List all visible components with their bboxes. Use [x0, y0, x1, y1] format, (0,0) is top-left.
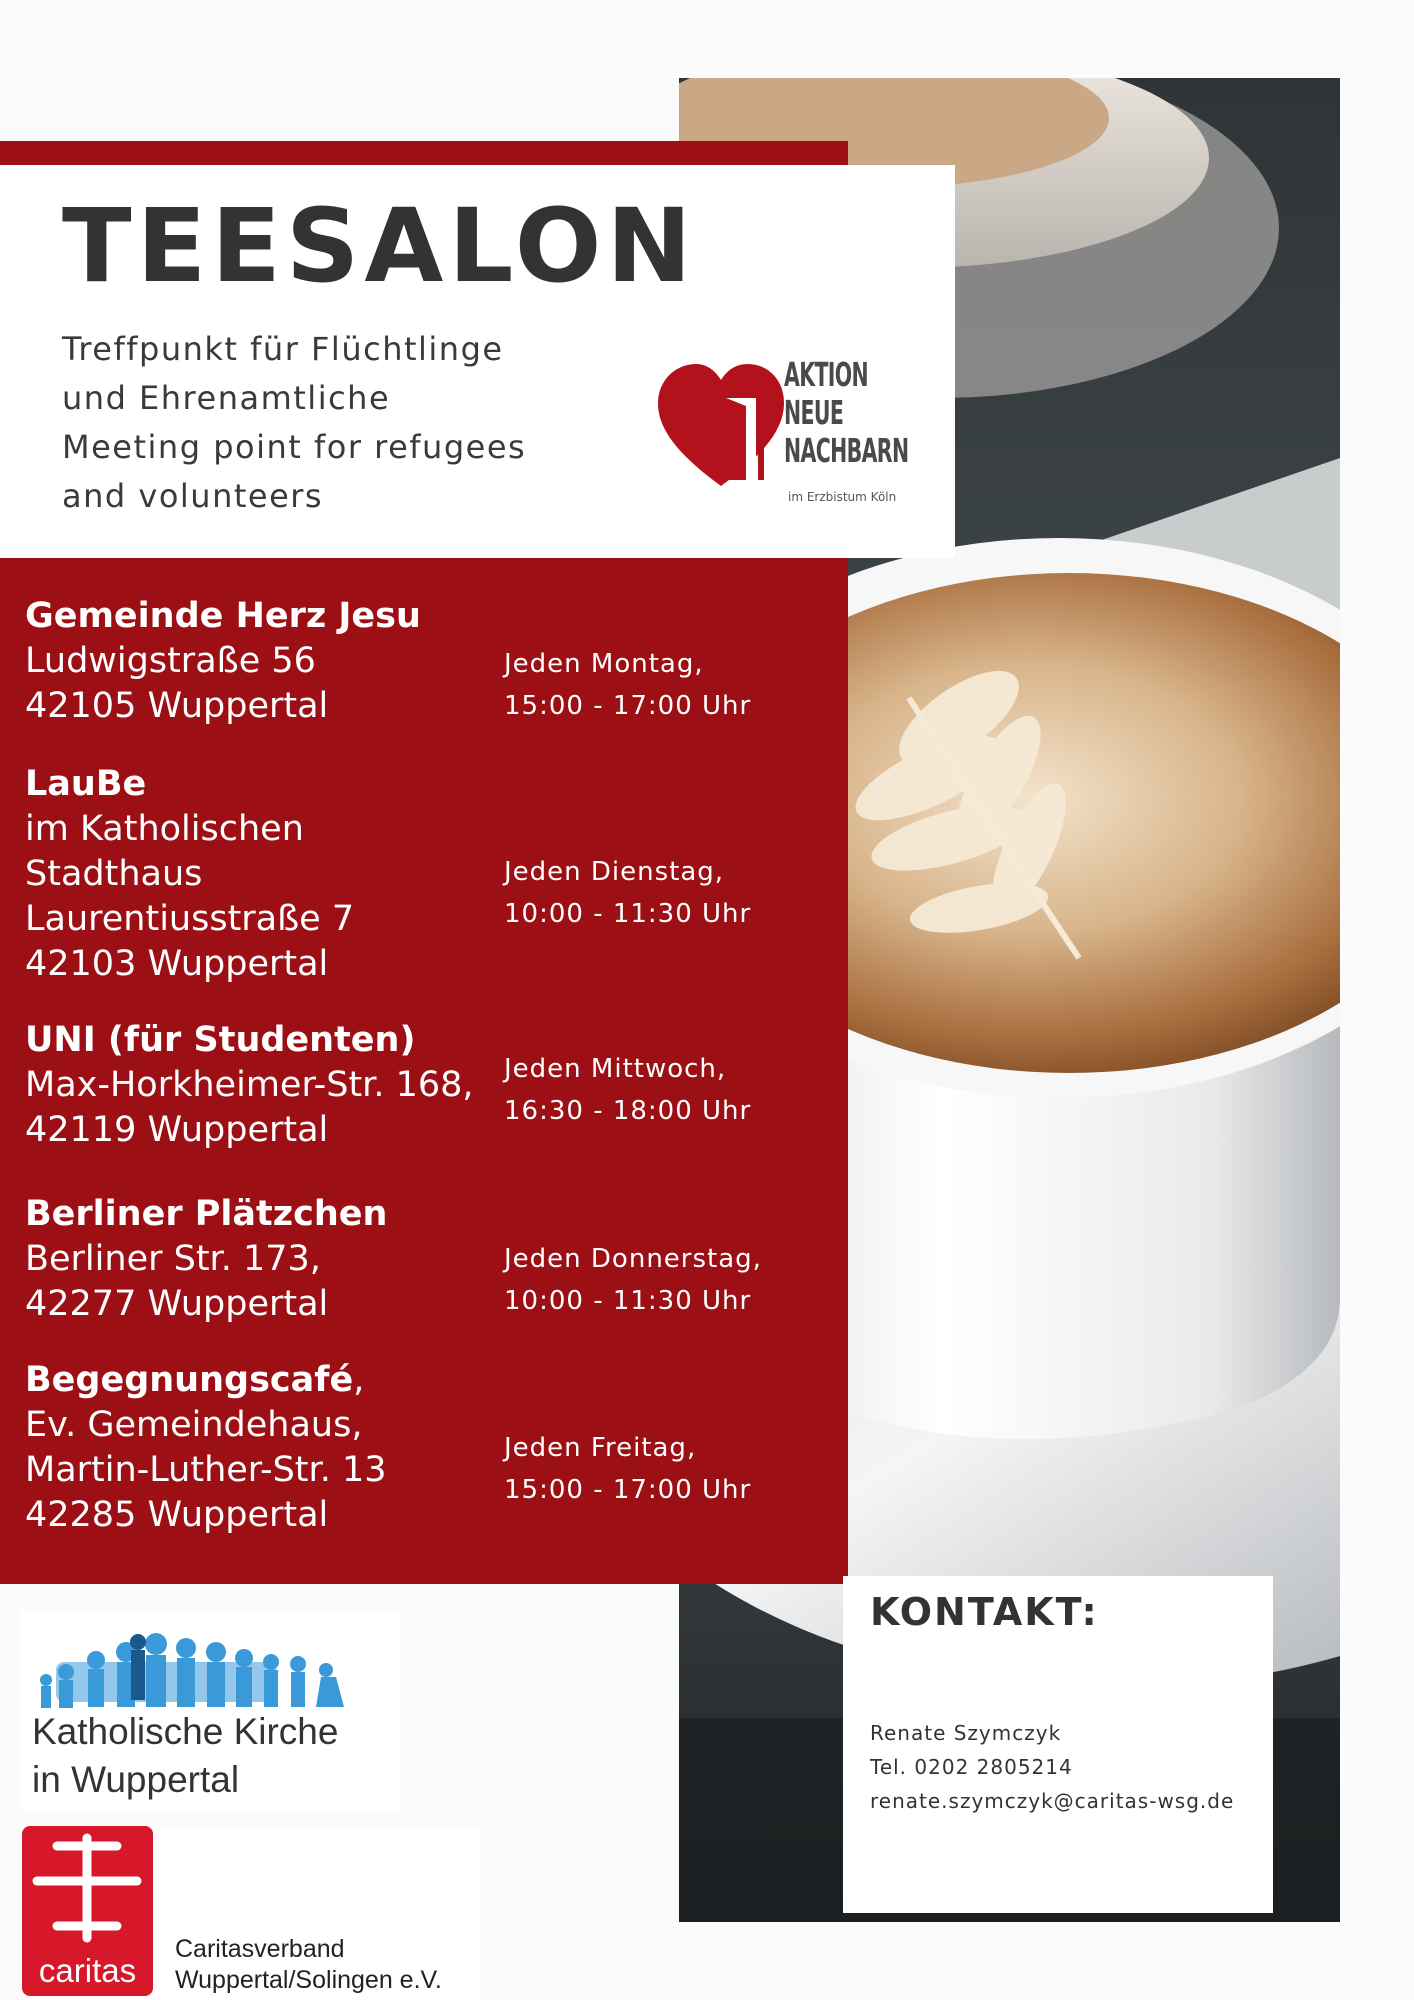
location-name: UNI (für Studenten)	[25, 1020, 416, 1060]
aktion-neue-nachbarn-logo	[638, 332, 926, 532]
location-address: Ludwigstraße 56	[25, 641, 316, 681]
location-begegnungscafe	[25, 1358, 386, 1538]
location-address: 42103 Wuppertal	[25, 944, 329, 984]
contact-name: Renate Szymczyk	[870, 1721, 1062, 1745]
location-berliner-plaetzchen	[25, 1192, 387, 1327]
location-address: 42285 Wuppertal	[25, 1495, 329, 1535]
katholische-kirche-text	[32, 1708, 338, 1804]
location-name: Begegnungscafé	[25, 1360, 354, 1400]
schedule-day: Jeden Montag,	[504, 649, 704, 679]
location-address: 42119 Wuppertal	[25, 1110, 329, 1150]
caritas-org-line: Wuppertal/Solingen e.V.	[175, 1966, 442, 1994]
location-address: 42277 Wuppertal	[25, 1284, 329, 1324]
contact-title: KONTAKT:	[870, 1590, 1099, 1634]
header-accent-strip	[0, 141, 848, 165]
caritas-org-name	[175, 1934, 442, 1996]
caritas-word: caritas	[38, 1952, 137, 1989]
schedule-dienstag	[504, 851, 751, 935]
location-uni	[25, 1018, 474, 1153]
schedule-time: 15:00 - 17:00 Uhr	[504, 1475, 752, 1505]
schedule-day: Jeden Donnerstag,	[504, 1244, 762, 1274]
kath-line: Katholische Kirche	[32, 1711, 339, 1752]
schedule-day: Jeden Mittwoch,	[504, 1054, 727, 1084]
schedule-time: 15:00 - 17:00 Uhr	[504, 691, 752, 721]
page-title: TEESALON	[62, 187, 697, 306]
location-address: 42105 Wuppertal	[25, 686, 329, 726]
schedule-donnerstag	[504, 1238, 762, 1322]
aktion-line: AKTION	[784, 355, 869, 394]
subtitle-line: Meeting point for refugees	[62, 428, 527, 466]
caritas-cross-icon	[22, 1826, 153, 1950]
kath-line: in Wuppertal	[32, 1759, 240, 1800]
caritas-org-line: Caritasverband	[175, 1935, 345, 1963]
location-name: LauBe	[25, 764, 147, 804]
locations-panel	[0, 558, 848, 1584]
schedule-time: 10:00 - 11:30 Uhr	[504, 899, 752, 929]
page-subtitle	[62, 325, 622, 521]
location-name: Gemeinde Herz Jesu	[25, 596, 421, 636]
contact-box	[843, 1576, 1273, 1913]
subtitle-line: Treffpunkt für Flüchtlinge	[62, 330, 504, 368]
heart-door-icon	[656, 358, 786, 498]
location-address: Stadthaus	[25, 854, 203, 894]
location-laube	[25, 762, 354, 987]
location-name: Berliner Plätzchen	[25, 1194, 388, 1234]
schedule-montag	[504, 643, 751, 727]
subtitle-line: und Ehrenamtliche	[62, 379, 391, 417]
subtitle-line: and volunteers	[62, 477, 324, 515]
schedule-time: 10:00 - 11:30 Uhr	[504, 1286, 752, 1316]
aktion-logo-subtext: im Erzbistum Köln	[788, 490, 897, 504]
location-address: Martin-Luther-Str. 13	[25, 1450, 387, 1490]
location-herz-jesu	[25, 594, 421, 729]
aktion-line: NEUE	[784, 393, 844, 432]
schedule-day: Jeden Freitag,	[504, 1433, 697, 1463]
schedule-day: Jeden Dienstag,	[504, 857, 725, 887]
caritas-mark	[22, 1826, 153, 1996]
location-address: Max-Horkheimer-Str. 168,	[25, 1065, 474, 1105]
aktion-logo-text	[784, 356, 908, 470]
location-address: im Katholischen	[25, 809, 304, 849]
contact-details	[870, 1716, 1234, 1818]
aktion-line: NACHBARN	[784, 431, 909, 470]
people-crowd-icon	[26, 1622, 386, 1712]
contact-phone[interactable]: Tel. 0202 2805214	[870, 1755, 1073, 1779]
schedule-time: 16:30 - 18:00 Uhr	[504, 1096, 752, 1126]
schedule-freitag	[504, 1427, 751, 1511]
katholische-kirche-logo	[20, 1610, 401, 1810]
schedule-mittwoch	[504, 1048, 751, 1132]
location-name-suffix: ,	[353, 1360, 365, 1400]
contact-email[interactable]: renate.szymczyk@caritas-wsg.de	[870, 1789, 1235, 1813]
location-address: Ev. Gemeindehaus,	[25, 1405, 363, 1445]
location-address: Laurentiusstraße 7	[25, 899, 355, 939]
caritas-logo	[22, 1826, 480, 2000]
location-address: Berliner Str. 173,	[25, 1239, 321, 1279]
